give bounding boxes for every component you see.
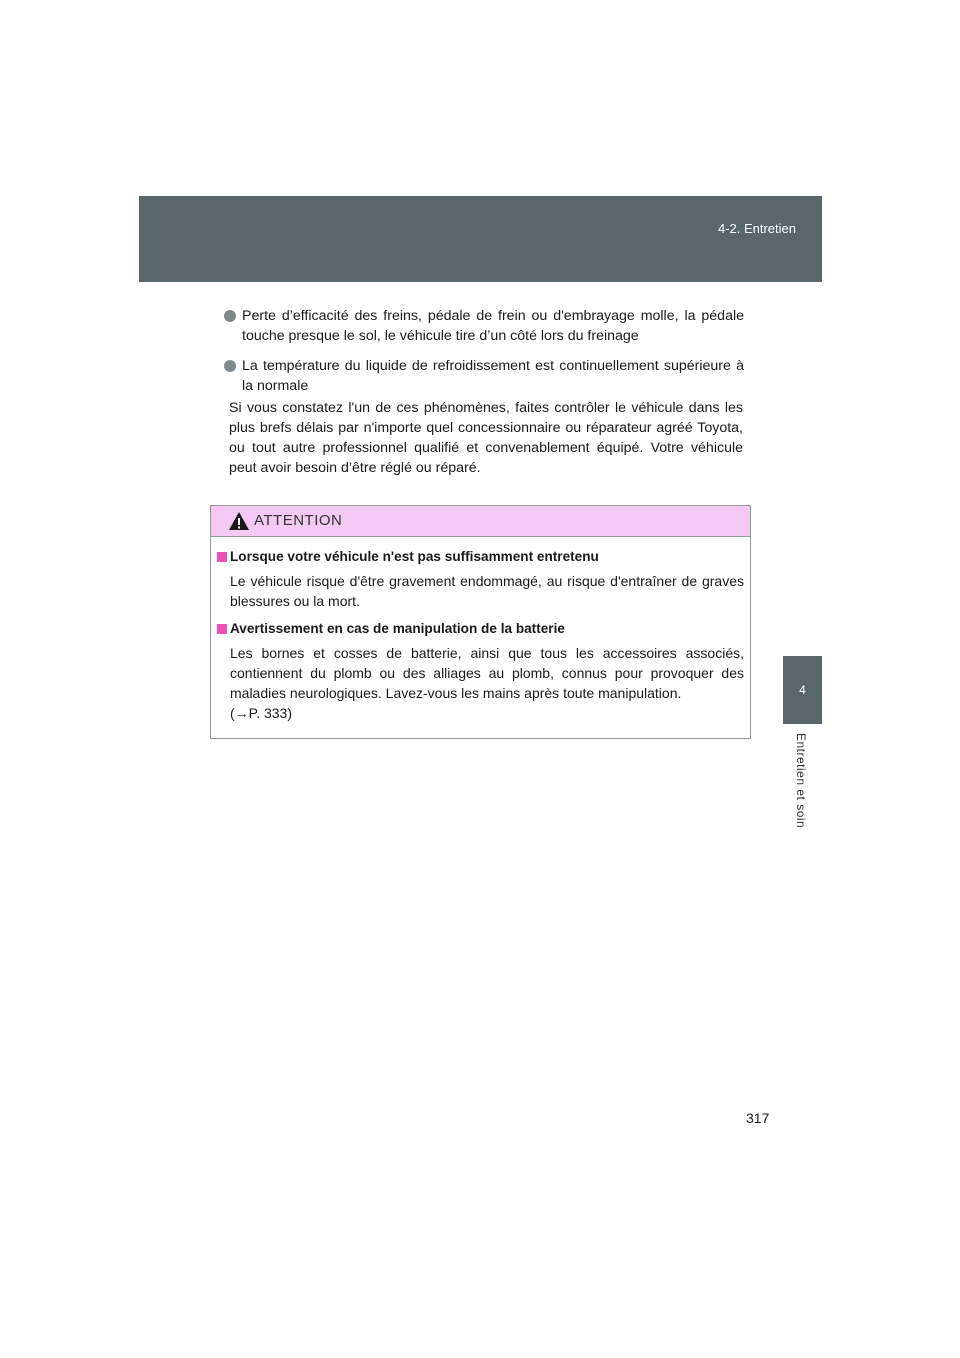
section-title: 4-2. Entretien [717, 221, 796, 236]
bullet-icon [224, 360, 236, 372]
attention-item-heading: Avertissement en cas de manipulation de la batterie [217, 619, 744, 639]
warning-triangle-icon [228, 511, 250, 531]
list-item [224, 306, 744, 346]
square-bullet-icon [217, 552, 227, 562]
body-paragraph: Si vous constatez l'un de ces phénomènes, faites contrôler le véhicule dans les plus brefs délais par n'importe quel concessionnaire ou réparateur agréé Toyota, ou tout autre professionnel qualifié et convenablement équipé. Votre véhicule peut avoir besoin d’être réglé ou réparé. [229, 400, 743, 476]
chapter-number: 4 [799, 683, 806, 697]
attention-box [210, 505, 751, 739]
page-reference-link[interactable]: (→P. 333) [230, 705, 292, 721]
chapter-label: Entretien et soin [794, 733, 808, 829]
attention-title: ATTENTION [254, 512, 343, 529]
square-bullet-icon [217, 624, 227, 634]
page-number: 317 [746, 1110, 770, 1126]
header-bar [139, 196, 822, 282]
attention-item-heading: Lorsque votre véhicule n'est pas suffisamment entretenu [217, 547, 744, 567]
chapter-tab [783, 656, 822, 724]
attention-item-text: Les bornes et cosses de batterie, ainsi que tous les accessoires associés, contiennent du plomb ou des alliages au plomb, connus pour provoquer des maladies neurologiques. Lavez-vous les mains après toute manipulation. [230, 645, 744, 701]
bullet-icon [224, 310, 236, 322]
list-item-text: Perte d’efficacité des freins, pédale de frein ou d'embrayage molle, la pédale touche presque le sol, le véhicule tire d’un côté lors du freinage [242, 308, 744, 344]
attention-item-text: Le véhicule risque d'être gravement endommagé, au risque d'entraîner de graves blessures ou la mort. [230, 573, 744, 609]
list-item-text: La température du liquide de refroidissement est continuellement supérieure à la normale [242, 358, 744, 394]
attention-header [211, 506, 750, 537]
bullet-list [224, 306, 744, 406]
list-item [224, 356, 744, 396]
